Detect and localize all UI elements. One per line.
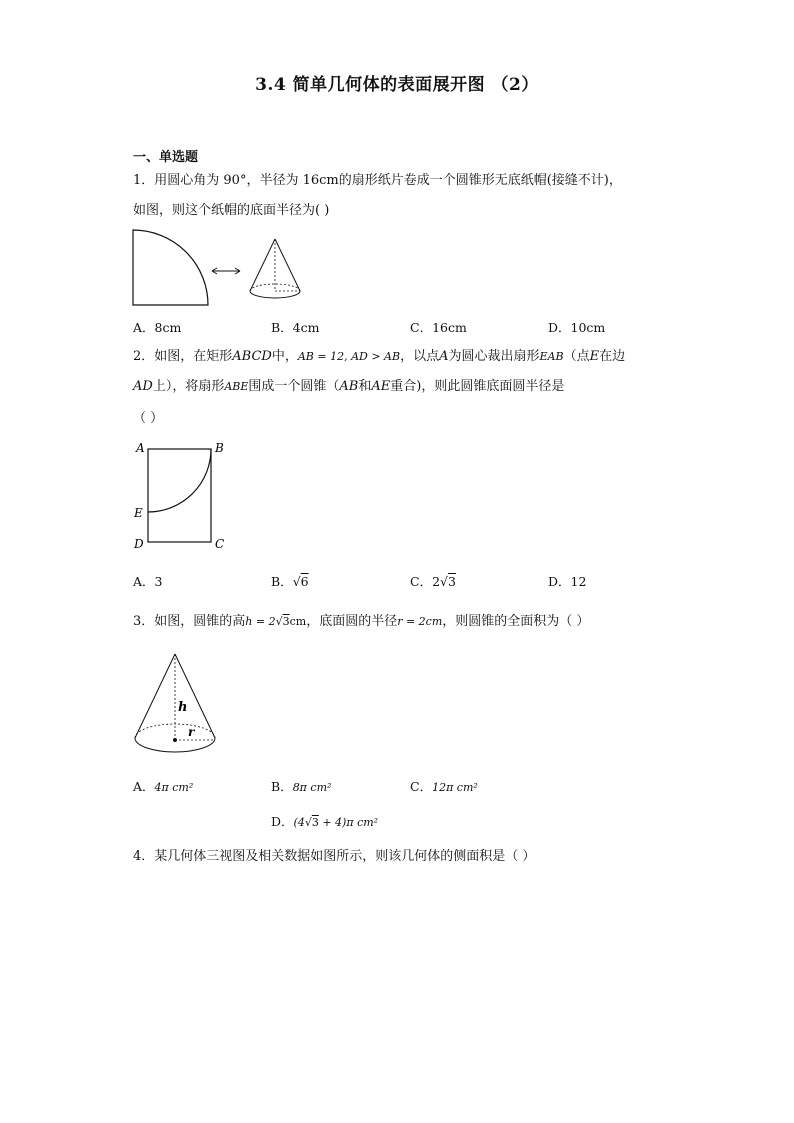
q3-radius: r = 2cm <box>397 615 443 628</box>
q2-text: 上），将扇形 <box>152 379 225 394</box>
q2-var: E <box>589 349 600 364</box>
q3-option-c[interactable] <box>410 777 478 795</box>
q3-option-a[interactable] <box>133 777 193 795</box>
q1-cone <box>250 239 300 298</box>
q2-label-d: D <box>134 537 144 551</box>
q2-option-b-radicand: 6 <box>300 574 309 589</box>
sqrt-icon: √ <box>292 574 301 589</box>
q2-var: EAB <box>539 350 564 363</box>
q3-line1 <box>133 613 589 631</box>
q2-text: （点 <box>563 349 590 364</box>
q3-option-b-label: B． <box>271 779 293 794</box>
page-title: 3.4 简单几何体的表面展开图 （2） <box>255 75 539 95</box>
q1-figure <box>128 225 318 310</box>
q2-option-c[interactable] <box>410 572 456 590</box>
q3-fig-r: r <box>188 725 195 739</box>
q2-text: 和 <box>358 379 372 394</box>
q2-text: ，以点 <box>400 349 440 364</box>
q2-var: A <box>439 349 449 364</box>
section-heading: 一、单选题 <box>133 150 199 165</box>
q2-label-a: A <box>136 441 145 455</box>
q1-option-a[interactable]: A．8cm <box>133 320 182 335</box>
q1-line1: 1．用圆心角为 90°，半径为 16cm的扇形纸片卷成一个圆锥形无底纸帽(接缝不计)， <box>133 173 622 188</box>
q3-center-dot <box>173 738 177 742</box>
q2-option-d[interactable]: D．12 <box>548 574 587 589</box>
q3-height-radicand: 3 <box>282 615 290 628</box>
q3-option-c-value: 12π cm² <box>432 781 478 794</box>
q2-text: 在边 <box>599 349 626 364</box>
q2-var: AD <box>133 379 153 394</box>
q2-option-c-label: C． <box>410 574 433 589</box>
q2-text: 重合)，则此圆锥底面圆半径是 <box>390 379 565 394</box>
q2-text: 围成一个圆锥（ <box>248 379 340 394</box>
q3-option-d-post: + 4)π cm² <box>318 816 379 829</box>
q3-option-a-label: A． <box>133 779 155 794</box>
q1-line2: 如图，则这个纸帽的底面半径为( ) <box>133 203 330 218</box>
q2-condition: AB = 12, AD > AB <box>297 350 401 363</box>
q3-option-d[interactable] <box>271 812 378 830</box>
q2-option-b[interactable] <box>271 572 309 590</box>
q2-figure <box>128 438 238 553</box>
q2-rectangle <box>148 449 211 542</box>
q3-option-a-value: 4π cm² <box>154 781 194 794</box>
q2-option-a[interactable]: A．3 <box>133 574 163 589</box>
q2-arc <box>148 449 211 512</box>
q4-line1: 4．某几何体三视图及相关数据如图所示，则该几何体的侧面积是（ ） <box>133 849 536 864</box>
q2-option-c-radicand: 3 <box>448 574 456 589</box>
q3-option-d-radicand: 3 <box>311 816 319 829</box>
q2-label-e: E <box>134 506 143 520</box>
q1-option-c[interactable]: C．16cm <box>410 320 467 335</box>
q3-option-b-value: 8π cm² <box>292 781 332 794</box>
q2-line2 <box>133 378 564 396</box>
sqrt-icon: √ <box>440 574 448 589</box>
q3-text: ，则圆锥的全面积为（ ） <box>442 614 590 629</box>
q1-sector <box>133 230 208 305</box>
sqrt-icon: √ <box>275 615 283 628</box>
q2-text: 2．如图，在矩形 <box>133 349 233 364</box>
q1-option-b[interactable]: B．4cm <box>271 320 320 335</box>
q2-var: ABE <box>224 380 249 393</box>
q3-option-c-label: C． <box>410 779 433 794</box>
q2-label-c: C <box>215 537 225 551</box>
q3-option-d-pre: (4 <box>293 816 305 829</box>
q2-text: 为圆心裁出扇形 <box>448 349 540 364</box>
q3-text: ，底面圆的半径 <box>306 614 398 629</box>
q3-fig-h: h <box>178 700 188 715</box>
q2-var: AE <box>371 379 391 394</box>
sqrt-icon: √ <box>304 816 312 829</box>
q2-option-b-label: B． <box>271 574 293 589</box>
q3-text: 3．如图，圆锥的高 <box>133 614 246 629</box>
q1-option-d[interactable]: D．10cm <box>548 320 606 335</box>
q2-var: ABCD <box>232 349 272 364</box>
q3-figure <box>128 648 228 758</box>
q2-label-b: B <box>215 441 224 455</box>
q2-option-c-coef: 2 <box>432 574 441 589</box>
q3-height-unit: cm <box>289 615 307 628</box>
q2-line1 <box>133 348 625 366</box>
q3-option-b[interactable] <box>271 777 331 795</box>
q3-height: h = 2 <box>245 615 276 628</box>
q2-var: AB <box>339 379 359 394</box>
q2-line3: （ ） <box>133 411 164 426</box>
q2-text: 中， <box>271 349 298 364</box>
q3-option-d-label: D． <box>271 814 294 829</box>
